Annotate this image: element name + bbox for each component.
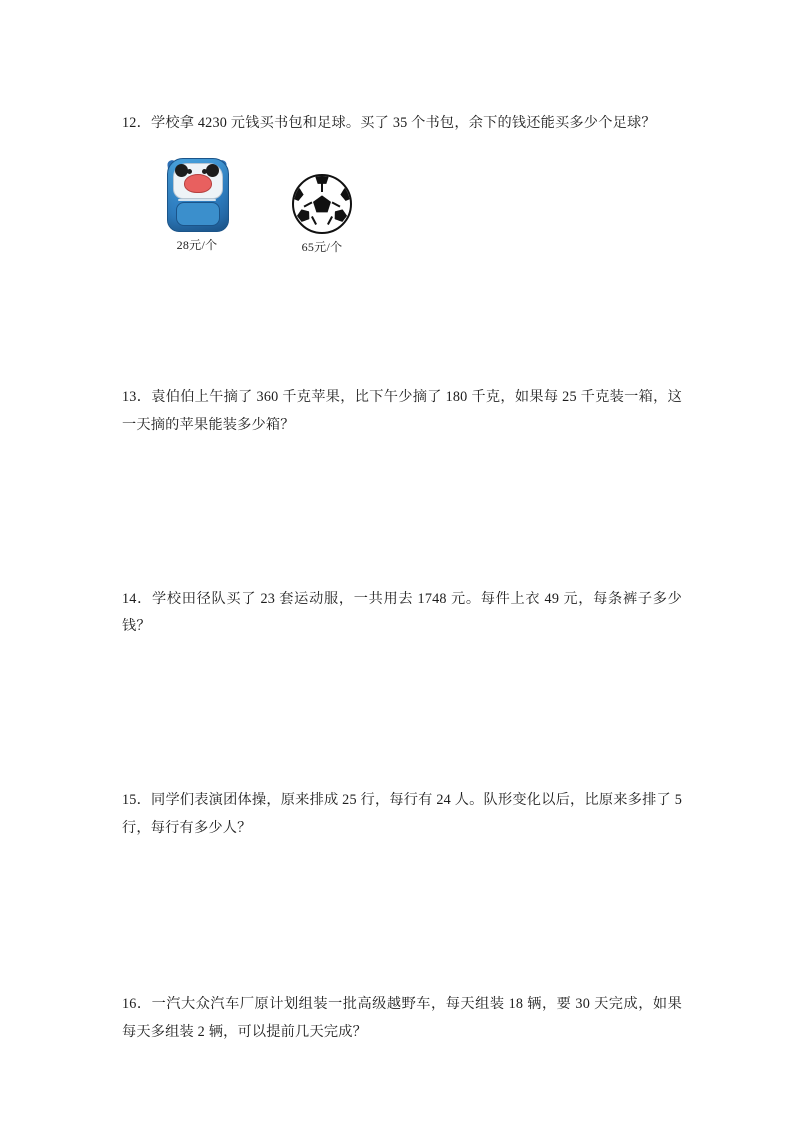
- backpack-price-caption: 28元/个: [176, 237, 218, 252]
- ball-seam: [327, 216, 333, 225]
- soccer-ball-icon: [292, 174, 352, 234]
- ball-seam: [321, 183, 323, 192]
- problem-12: 12．学校拿 4230 元钱买书包和足球。买了 35 个书包，余下的钱还能买多少个足球？: [122, 115, 656, 132]
- monkey-eye-right-icon: [202, 169, 207, 174]
- monkey-eye-left-icon: [187, 169, 192, 174]
- ball-pentagon-bottom-right: [332, 207, 348, 223]
- answer-space-12: [122, 266, 682, 384]
- monkey-ear-right-icon: [206, 164, 219, 177]
- backpack-zipper: [178, 199, 216, 201]
- problem-15: 15．同学们表演团体操，原来排成 25 行，每行有 24 人。队形变化以后，比原来多排了 5 行，每行有多少人？: [122, 792, 682, 837]
- ball-seam: [332, 201, 341, 207]
- worksheet-content: [122, 96, 682, 1061]
- ball-price-caption: 65元/个: [301, 239, 343, 254]
- problem-16: 16．一汽大众汽车厂原计划组装一批高级越野车，每天组装 18 辆，要 30 天完成，如果每天多组装 2 辆，可以提前几天完成？: [122, 996, 682, 1040]
- answer-space-14: [122, 655, 682, 773]
- ball-seam: [304, 201, 313, 207]
- monkey-mouth-icon: [184, 174, 212, 193]
- backpack-icon: [164, 152, 230, 232]
- ball-pentagon-left: [292, 185, 305, 203]
- problem-14: 14．学校田径队买了 23 套运动服，一共用去 1748 元。每件上衣 49 元，每条裤子多少钱？: [122, 590, 682, 635]
- ball-pentagon-center: [313, 195, 331, 212]
- ball-pentagon-right: [339, 185, 352, 203]
- problem-13: 13．袁伯伯上午摘了 360 千克苹果，比下午少摘了 180 千克，如果每 25 千克装一箱，这一天摘的苹果能装多少箱？: [122, 388, 682, 433]
- figure-soccer-ball: [272, 162, 372, 255]
- backpack-pocket: [176, 202, 220, 226]
- ball-pentagon-bottom-left: [295, 207, 311, 223]
- answer-space-13: [122, 453, 682, 571]
- price-figures: [122, 152, 682, 264]
- figure-backpack: [142, 152, 252, 253]
- ball-seam: [311, 216, 317, 225]
- answer-space-15: [122, 857, 682, 977]
